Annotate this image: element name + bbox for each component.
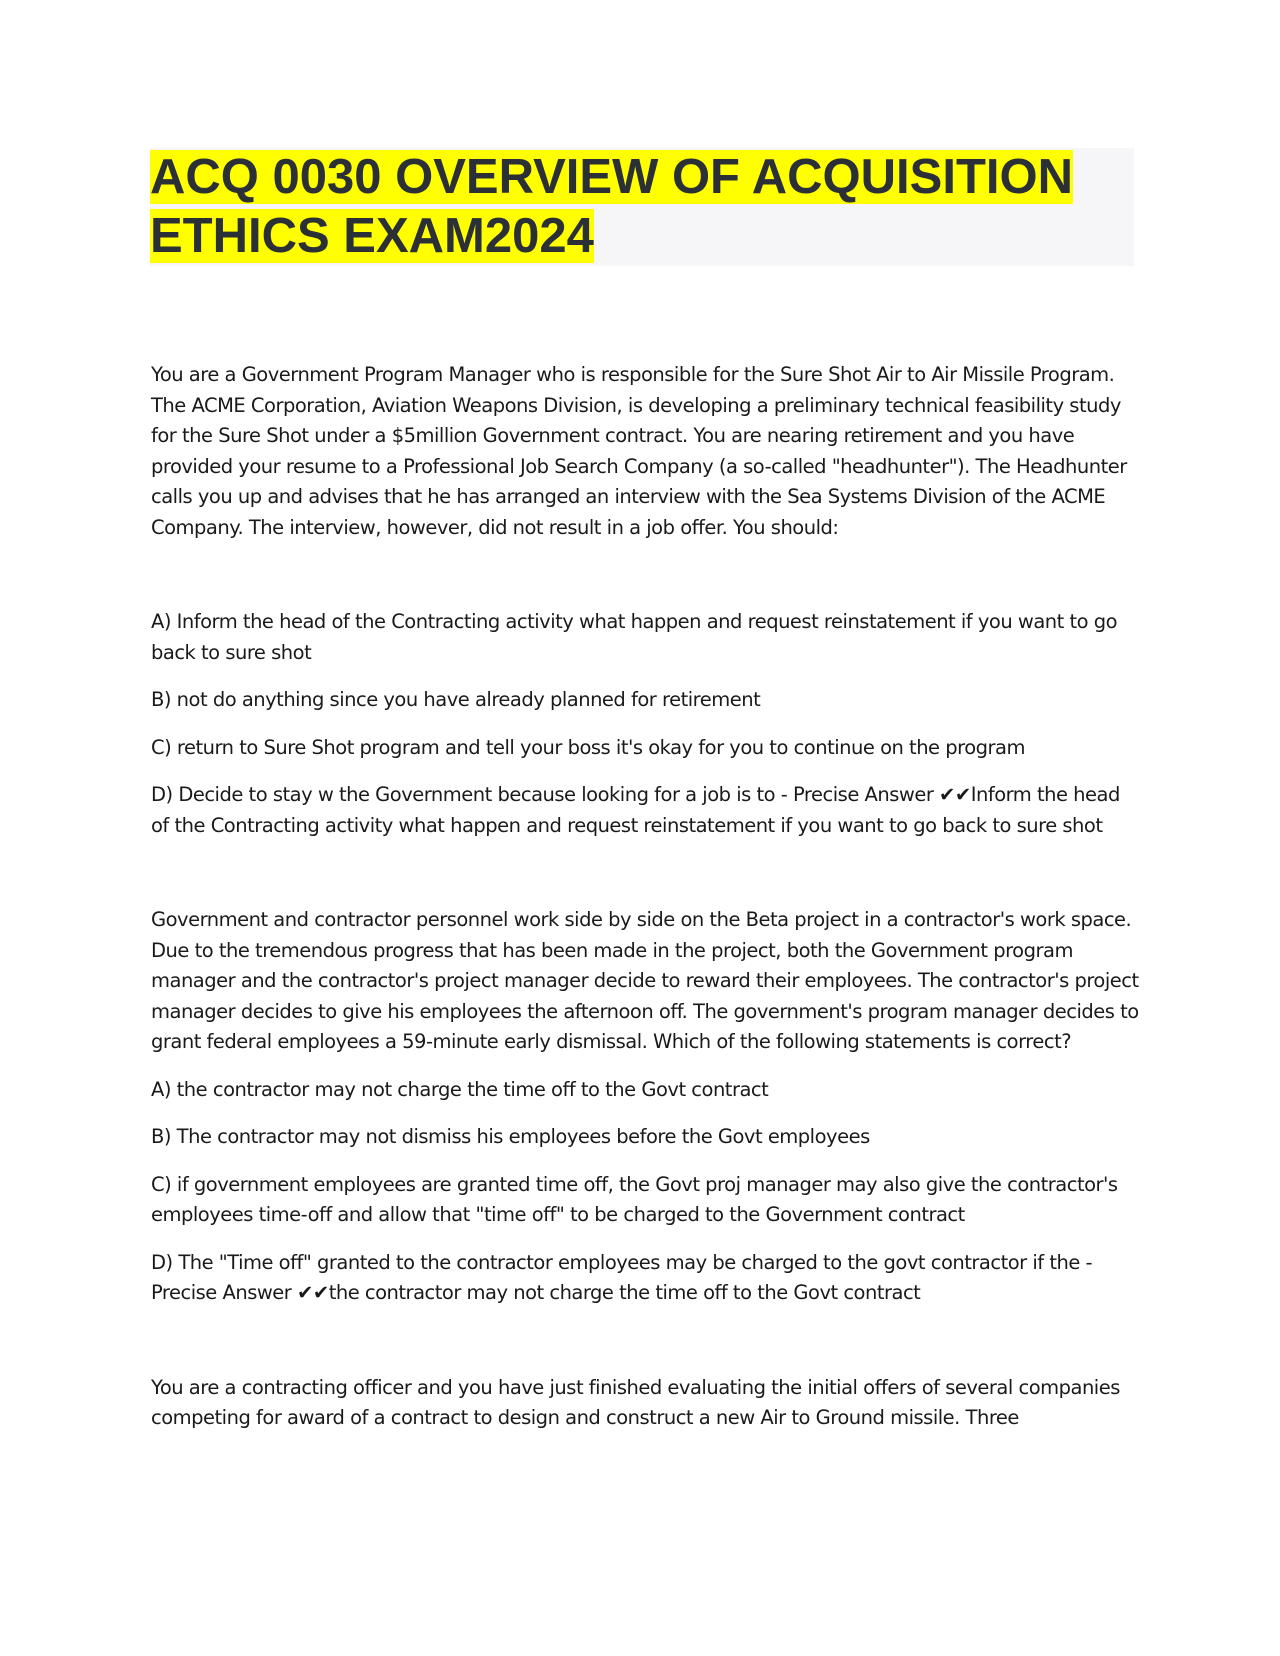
- question-1-option-c: C) return to Sure Shot program and tell your boss it's okay for you to continue on the program: [151, 735, 1025, 759]
- question-3-prompt: You are a contracting officer and you have just finished evaluating the initial offers of several companies competing for award of a contract to design and construct a new Air to Ground missile. Three: [151, 1375, 1120, 1429]
- question-1-prompt: You are a Government Program Manager who is responsible for the Sure Shot Air to Air Missile Program. The ACME Corporation, Aviation Weapons Division, is developing a preliminary technical feasibility study for the Sure Shot under a $5million Government contract. You are nearing retirement and you have provided your resume to a Professional Job Search Company (a so-called "headhunter"). The Headhunter calls you up and advises that he has arranged an interview with the Sea Systems Division of the ACME Company. The interview, however, did not result in a job offer. You should:: [151, 363, 1127, 539]
- question-1-option-b: B) not do anything since you have already planned for retirement: [151, 688, 761, 711]
- title-block: [150, 148, 1134, 266]
- document-body: [151, 360, 1141, 1434]
- title-line-1: ACQ 0030 OVERVIEW OF ACQUISITION: [150, 150, 1074, 204]
- question-1-option-a: A) Inform the head of the Contracting activity what happen and request reinstatement if you want to go back to sure shot: [151, 610, 1118, 664]
- question-1-option-d: D) Decide to stay w the Government because looking for a job is to - Precise Answer ✔✔Inform the head of the Contracting activity what happen and request reinstatement if you want to go back to sure shot: [151, 783, 1120, 837]
- title-line-2: ETHICS EXAM2024: [150, 209, 594, 263]
- document-title: [150, 148, 1134, 266]
- question-2-option-d: D) The "Time off" granted to the contractor employees may be charged to the govt contractor if the - Precise Answer ✔✔the contractor may not charge the time off to the Govt contract: [151, 1250, 1093, 1304]
- question-2-option-c: C) if government employees are granted time off, the Govt proj manager may also give the contractor's employees time-off and allow that "time off" to be charged to the Government contract: [151, 1172, 1118, 1226]
- question-2-option-b: B) The contractor may not dismiss his employees before the Govt employees: [151, 1125, 870, 1148]
- question-2-prompt: Government and contractor personnel work side by side on the Beta project in a contractor's work space. Due to the tremendous progress that has been made in the project, both the Government program manager and the contractor's project manager decide to reward their employees. The contractor's project manager decides to give his employees the afternoon off. The government's program manager decides to grant federal employees a 59-minute early dismissal. Which of the following statements is correct?: [151, 908, 1139, 1053]
- question-2-option-a: A) the contractor may not charge the time off to the Govt contract: [151, 1077, 769, 1101]
